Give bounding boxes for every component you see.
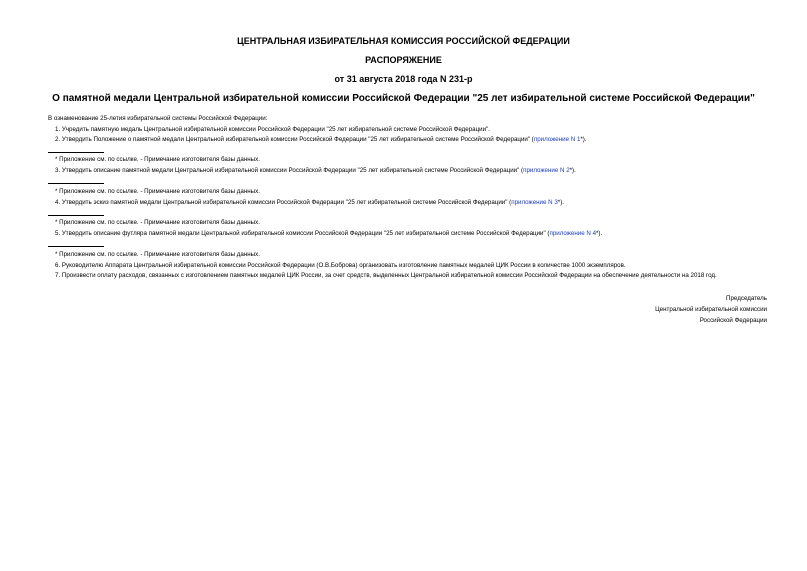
- org-heading: ЦЕНТРАЛЬНАЯ ИЗБИРАТЕЛЬНАЯ КОМИССИЯ РОССИЙСКОЙ ФЕДЕРАЦИИ: [237, 36, 570, 46]
- intro-paragraph: В ознаменование 25-летия избирательной системы Российской Федерации:: [48, 115, 268, 122]
- paragraph-1: 1. Учредить памятную медаль Центральной избирательной комиссии Российской Федерации "25 лет избирательной системе Российской Федерации".: [55, 126, 490, 133]
- document-title: О памятной медали Центральной избирательной комиссии Российской Федерации "25 лет избирательной системе Российской Федерации": [52, 93, 755, 104]
- footnote-divider: [48, 183, 104, 184]
- appendix-1-link[interactable]: приложение N 1: [533, 136, 581, 143]
- footnote-divider: [48, 246, 104, 247]
- paragraph-3: 3. Утвердить описание памятной медали Центральной избирательной комиссии Российской Федерации "25 лет избирательной системе Российской Федерации" (приложение N 2*).: [55, 167, 576, 174]
- appendix-2-link[interactable]: приложение N 2: [523, 167, 570, 174]
- document-date: от 31 августа 2018 года N 231-р: [334, 74, 473, 84]
- signature-title: Председатель: [726, 295, 767, 302]
- document-kind: РАСПОРЯЖЕНИЕ: [365, 55, 442, 65]
- paragraph-4: 4. Утвердить эскиз памятной медали Центральной избирательной комиссии Российской Федерации "25 лет избирательной системе Российской Федерации" (приложение N 3*).: [55, 199, 564, 206]
- appendix-3-link[interactable]: приложение N 3: [511, 199, 558, 206]
- footnote-divider: [48, 215, 104, 216]
- paragraph-6: 6. Руководителю Аппарата Центральной избирательной комиссии Российской Федерации (О.В.Боброва) организовать изготовление памятных медалей ЦИК России в количестве 1000 экземпляров.: [55, 262, 626, 269]
- paragraph-7: 7. Произвести оплату расходов, связанных с изготовлением памятных медалей ЦИК России, за счет средств, выделенных Центральной избирательной комиссии Российской Федерации на обеспечение деятельности на 2018 год.: [55, 272, 717, 279]
- paragraph-2: 2. Утвердить Положение о памятной медали Центральной избирательной комиссии Российской Федерации "25 лет избирательной системе Российской Федерации" (приложение N 1*).: [55, 136, 587, 143]
- paragraph-5: 5. Утвердить описание футляра памятной медали Центральной избирательной комиссии Российской Федерации "25 лет избирательной системе Российской Федерации" (приложение N 4*).: [55, 230, 603, 237]
- signature-org: Центральной избирательной комиссии: [655, 306, 767, 313]
- footnote-2: * Приложение см. по ссылке. - Примечание изготовителя базы данных.: [55, 188, 260, 195]
- footnote-divider: [48, 152, 104, 153]
- footnote-4: * Приложение см. по ссылке. - Примечание изготовителя базы данных.: [55, 251, 260, 258]
- appendix-4-link[interactable]: приложение N 4: [549, 230, 597, 237]
- footnote-1: * Приложение см. по ссылке. - Примечание изготовителя базы данных.: [55, 156, 260, 163]
- footnote-3: * Приложение см. по ссылке. - Примечание изготовителя базы данных.: [55, 219, 260, 226]
- signature-country: Российской Федерации: [699, 317, 767, 324]
